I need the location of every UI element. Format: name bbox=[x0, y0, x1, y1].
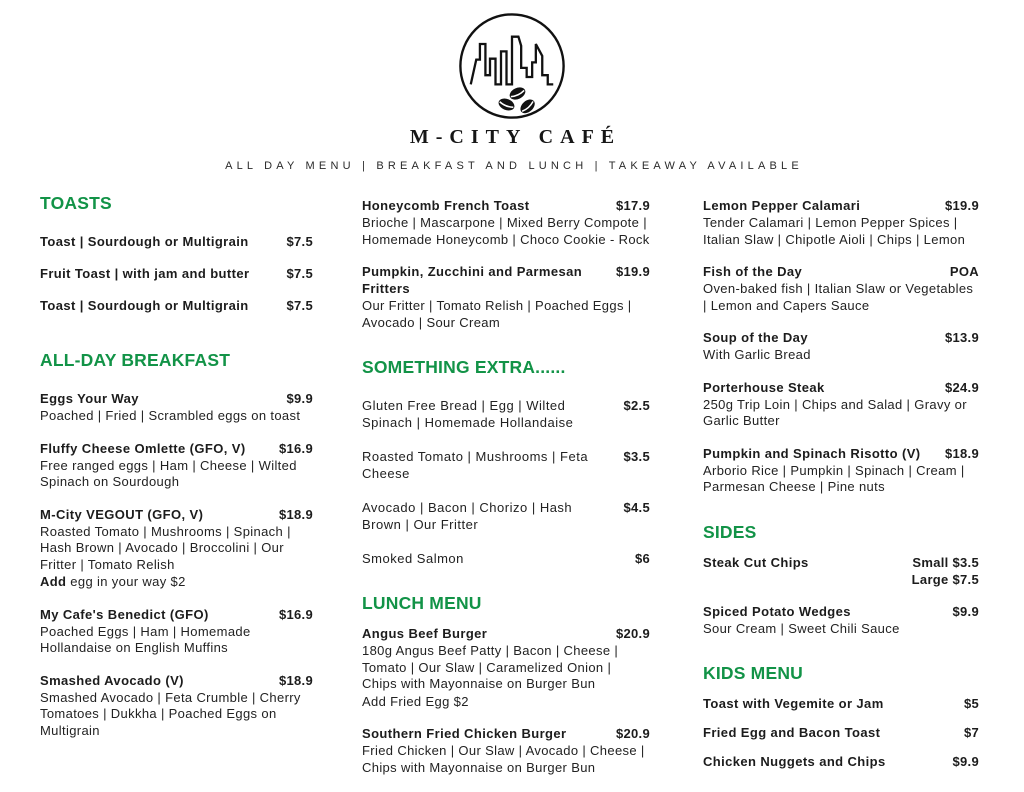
menu-item bbox=[362, 197, 650, 248]
item-description: Poached | Fried | Scrambled eggs on toast bbox=[40, 408, 301, 423]
item-description: Roasted Tomato | Mushrooms | Spinach | Hash Brown | Avocado | Broccolini | Our Fritter | Tomato Relish bbox=[40, 523, 291, 572]
item-price: $7.5 bbox=[286, 298, 313, 313]
item-price: $16.9 bbox=[278, 440, 313, 456]
item-name: Angus Beef Burger bbox=[362, 626, 488, 641]
item-name: Toast | Sourdough or Multigrain bbox=[40, 234, 249, 249]
menu-item bbox=[362, 397, 650, 431]
menu-header bbox=[0, 10, 1024, 172]
item-name: My Cafe's Benedict (GFO) bbox=[40, 606, 209, 622]
item-price: $16.9 bbox=[278, 606, 313, 622]
item-addon: Add Fried Egg $2 bbox=[362, 693, 469, 709]
item-price: $9.9 bbox=[952, 754, 979, 769]
item-name: Avocado | Bacon | Chorizo | Hash Brown | Our Fritter bbox=[362, 500, 573, 532]
menu-item bbox=[40, 390, 313, 425]
section-heading-all-day-breakfast: ALL-DAY BREAKFAST bbox=[40, 350, 231, 370]
item-price: $20.9 bbox=[615, 726, 650, 741]
menu-item bbox=[40, 672, 313, 740]
item-price: $3.5 bbox=[623, 449, 650, 464]
item-price: $2.5 bbox=[623, 398, 650, 413]
menu-item bbox=[703, 329, 979, 364]
item-price-large: Large $7.5 bbox=[911, 571, 979, 587]
item-price: $9.9 bbox=[286, 391, 313, 406]
menu-item bbox=[362, 725, 650, 776]
menu-item bbox=[362, 625, 650, 710]
item-name: Chicken Nuggets and Chips bbox=[703, 754, 886, 769]
menu-item bbox=[703, 695, 979, 712]
section-heading-lunch-menu: LUNCH MENU bbox=[362, 593, 482, 613]
item-description: Fried Chicken | Our Slaw | Avocado | Cheese | Chips with Mayonnaise on Burger Bun bbox=[362, 743, 645, 775]
menu-item bbox=[40, 233, 313, 250]
item-price: $7.5 bbox=[286, 234, 313, 249]
item-price: $7 bbox=[963, 725, 979, 740]
item-name: Honeycomb French Toast bbox=[362, 198, 530, 213]
item-price: $7.5 bbox=[286, 266, 313, 281]
item-price: $18.9 bbox=[278, 672, 313, 688]
item-name: Pumpkin, Zucchini and Parmesan Fritters bbox=[362, 264, 583, 296]
menu-column-right bbox=[703, 188, 979, 782]
item-name: Steak Cut Chips bbox=[703, 554, 809, 570]
menu-item bbox=[40, 297, 313, 314]
item-description: Smashed Avocado | Feta Crumble | Cherry Tomatoes | Dukkha | Poached Eggs on Multigrain bbox=[40, 689, 301, 738]
menu-item bbox=[362, 263, 650, 331]
menu-item bbox=[703, 445, 979, 496]
item-name: Eggs Your Way bbox=[40, 391, 139, 406]
section-heading-something-extra: SOMETHING EXTRA...... bbox=[362, 357, 566, 377]
item-price: $18.9 bbox=[944, 445, 979, 461]
item-price-stack bbox=[912, 554, 979, 588]
item-description: 250g Trip Loin | Chips and Salad | Gravy or Garlic Butter bbox=[703, 396, 967, 428]
menu-item bbox=[40, 606, 313, 657]
item-price: $4.5 bbox=[623, 500, 650, 515]
item-description: 180g Angus Beef Patty | Bacon | Cheese | Tomato | Our Slaw | Caramelized Onion | Chips with Mayonnaise on Burger Bun bbox=[362, 643, 619, 691]
item-name: Lemon Pepper Calamari bbox=[703, 198, 861, 213]
item-name: Smashed Avocado (V) bbox=[40, 672, 184, 688]
menu-item bbox=[703, 197, 979, 248]
section-heading-sides: SIDES bbox=[703, 521, 757, 542]
item-name: Toast with Vegemite or Jam bbox=[703, 696, 884, 711]
item-price: POA bbox=[949, 264, 979, 279]
item-price-small: Small $3.5 bbox=[912, 554, 979, 570]
item-name: Southern Fried Chicken Burger bbox=[362, 726, 567, 741]
item-name: Porterhouse Steak bbox=[703, 379, 825, 395]
item-addon-label: Add bbox=[40, 574, 67, 589]
menu-item bbox=[703, 554, 979, 588]
menu-item bbox=[40, 265, 313, 282]
item-name: Smoked Salmon bbox=[362, 551, 464, 566]
item-price: $24.9 bbox=[944, 379, 979, 395]
item-price: $19.9 bbox=[944, 198, 979, 213]
menu-tagline: ALL DAY MENU | BREAKFAST AND LUNCH | TAKEAWAY AVAILABLE bbox=[225, 160, 803, 172]
menu-column-left bbox=[40, 188, 313, 754]
item-description: Poached Eggs | Ham | Homemade Hollandaise on English Muffins bbox=[40, 623, 251, 655]
menu-item bbox=[362, 499, 650, 533]
item-name: Fruit Toast | with jam and butter bbox=[40, 266, 250, 281]
item-price: $5 bbox=[963, 696, 979, 711]
item-description: Free ranged eggs | Ham | Cheese | Wilted Spinach on Sourdough bbox=[40, 457, 297, 489]
menu-item bbox=[362, 550, 650, 567]
item-price: $13.9 bbox=[944, 330, 979, 345]
menu-item bbox=[40, 506, 313, 591]
item-description: Our Fritter | Tomato Relish | Poached Eggs | Avocado | Sour Cream bbox=[362, 298, 632, 330]
menu-item bbox=[40, 440, 313, 491]
menu-item bbox=[703, 263, 979, 314]
item-name: Gluten Free Bread | Egg | Wilted Spinach | Homemade Hollandaise bbox=[362, 398, 574, 430]
brand-title: M-CITY CAFÉ bbox=[409, 126, 622, 148]
item-addon bbox=[40, 574, 313, 591]
item-description: Brioche | Mascarpone | Mixed Berry Compote | Homemade Honeycomb | Choco Cookie - Rock bbox=[362, 215, 650, 247]
item-description: Sour Cream | Sweet Chili Sauce bbox=[703, 620, 900, 636]
menu-item bbox=[703, 753, 979, 770]
item-price: $20.9 bbox=[615, 626, 650, 641]
menu-item bbox=[703, 379, 979, 430]
item-name: Fluffy Cheese Omlette (GFO, V) bbox=[40, 440, 246, 456]
item-name: Fish of the Day bbox=[703, 264, 803, 279]
item-price: $9.9 bbox=[952, 603, 979, 619]
item-description: Arborio Rice | Pumpkin | Spinach | Cream | Parmesan Cheese | Pine nuts bbox=[703, 462, 965, 494]
section-heading-toasts: TOASTS bbox=[40, 193, 112, 213]
item-name: M-City VEGOUT (GFO, V) bbox=[40, 506, 204, 522]
item-description: With Garlic Bread bbox=[703, 347, 811, 362]
item-name: Spiced Potato Wedges bbox=[703, 603, 851, 619]
item-name: Fried Egg and Bacon Toast bbox=[703, 725, 881, 740]
cafe-logo bbox=[457, 10, 567, 122]
item-addon-text: egg in your way $2 bbox=[66, 574, 186, 589]
menu-item bbox=[362, 448, 650, 482]
menu-column-middle bbox=[362, 188, 650, 791]
menu-item bbox=[703, 603, 979, 638]
item-name: Pumpkin and Spinach Risotto (V) bbox=[703, 445, 921, 461]
item-price: $18.9 bbox=[278, 506, 313, 522]
section-heading-kids-menu: KIDS MENU bbox=[703, 663, 803, 683]
coffee-beans-icon bbox=[497, 85, 538, 116]
item-description: Oven-baked fish | Italian Slaw or Vegetables | Lemon and Capers Sauce bbox=[703, 281, 974, 313]
item-price: $19.9 bbox=[615, 264, 650, 279]
item-name: Toast | Sourdough or Multigrain bbox=[40, 298, 249, 313]
item-description: Tender Calamari | Lemon Pepper Spices | Italian Slaw | Chipotle Aioli | Chips | Lemon bbox=[703, 215, 966, 247]
item-price: $17.9 bbox=[615, 198, 650, 213]
item-price: $6 bbox=[634, 551, 650, 566]
menu-item bbox=[703, 724, 979, 741]
city-skyline-icon bbox=[471, 37, 554, 85]
item-name: Roasted Tomato | Mushrooms | Feta Cheese bbox=[362, 449, 589, 481]
item-name: Soup of the Day bbox=[703, 330, 808, 345]
